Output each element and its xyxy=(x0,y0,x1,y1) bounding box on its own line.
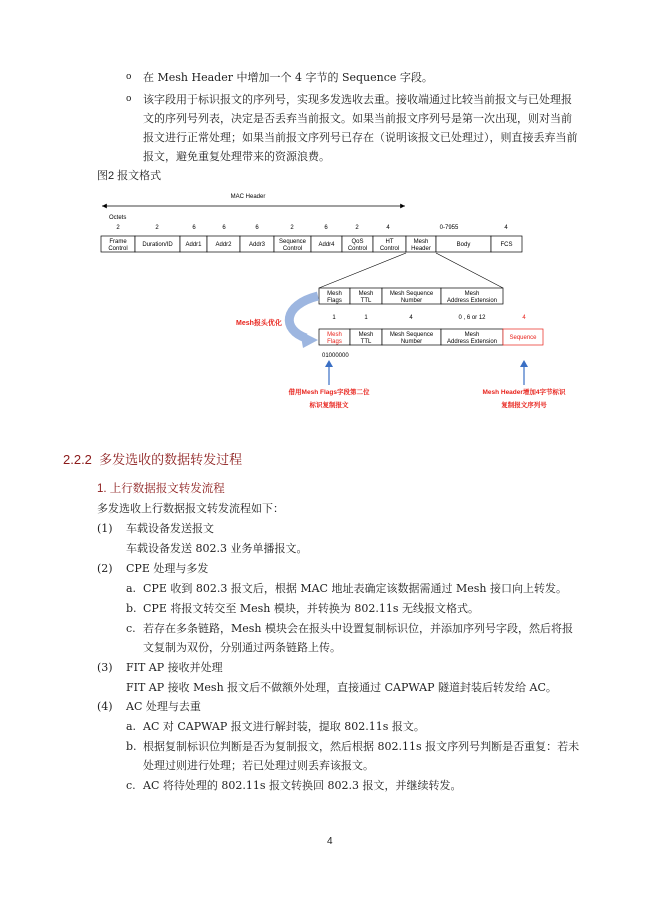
bullet-marker: o xyxy=(126,94,132,104)
new-mesh-field-label: Mesh Sequence xyxy=(389,332,434,338)
octets-label: Octets xyxy=(109,215,127,221)
step-item-text: 文复制为双份，分别通过两条链路上传。 xyxy=(143,641,341,654)
right-note-arrow-head xyxy=(520,360,528,367)
flags-value: 01000000 xyxy=(322,353,349,359)
new-mesh-field-label: Sequence xyxy=(509,335,537,341)
mesh-field-label: Mesh xyxy=(327,291,342,297)
octet-size: 4 xyxy=(386,225,390,231)
left-note-line-1: 借用Mesh Flags字段第二位 xyxy=(288,389,370,396)
step-item-text: AC 将待处理的 802.11s 报文转换回 802.3 报文，并继续转发。 xyxy=(143,779,462,792)
bullet-text-2-line-1: 该字段用于标识报文的序列号，实现多发选收去重。接收端通过比较当前报文与已处理报 xyxy=(143,93,572,106)
mac-field-label: QoS xyxy=(351,239,364,245)
mac-field-label: HT xyxy=(385,239,394,245)
frame-format-diagram xyxy=(0,0,662,420)
expand-line-left xyxy=(319,253,406,288)
mac-field-label: FCS xyxy=(500,242,513,248)
mac-field-label: Addr4 xyxy=(318,242,335,248)
optimize-label: Mesh报头优化 xyxy=(236,320,282,327)
mesh-field-label: Mesh xyxy=(464,291,480,297)
mesh-field-label: Mesh xyxy=(358,291,374,297)
optimize-arrow xyxy=(289,296,318,338)
section-heading xyxy=(63,449,242,468)
mac-field-label: Frame xyxy=(109,239,127,245)
mesh-field-label-line2: Number xyxy=(400,298,423,304)
mac-field-label-line2: Header xyxy=(411,246,431,252)
intro-paragraph: 多发选收上行数据报文转发流程如下： xyxy=(97,502,284,515)
octet-size: 2 xyxy=(290,225,294,231)
mesh-field-label-line2: Address Extension xyxy=(446,298,498,304)
step-item-label: a. xyxy=(126,582,137,595)
octet-size: 0-7955 xyxy=(439,225,459,231)
step-item-label: c. xyxy=(126,622,136,635)
mesh-size: 4 xyxy=(409,315,413,321)
figure-caption: 图2 报文格式 xyxy=(97,170,162,182)
page-number: 4 xyxy=(327,836,333,847)
octet-size: 6 xyxy=(192,225,196,231)
mac-field-label: Addr2 xyxy=(215,242,232,248)
mac-field-label-line2: Control xyxy=(347,246,368,252)
bullet-text-1: 在 Mesh Header 中增加一个 4 字节的 Sequence 字段。 xyxy=(143,71,433,84)
step-item-label: b. xyxy=(126,740,137,753)
new-mesh-field-label-line2: TTL xyxy=(360,339,372,345)
step-body: FIT AP 接收 Mesh 报文后不做额外处理，直接通过 CAPWAP 隧道封装后转发给 AC。 xyxy=(126,681,557,694)
mac-field-label: Mesh xyxy=(413,239,429,245)
octet-size: 6 xyxy=(255,225,259,231)
subsection-heading: 1. 上行数据报文转发流程 xyxy=(97,483,225,495)
step-number: (4) xyxy=(97,700,113,713)
octet-size: 2 xyxy=(355,225,359,231)
mac-field-label-line2: Control xyxy=(379,246,400,252)
left-note-arrow-head xyxy=(325,360,333,367)
step-number: (1) xyxy=(97,522,113,535)
mac-field-label-line2: Control xyxy=(282,246,303,252)
mesh-size: 4 xyxy=(522,315,526,321)
step-item-label: a. xyxy=(126,720,137,733)
expand-line-right xyxy=(436,253,503,288)
right-note-line-1: Mesh Header增加4字节标识 xyxy=(482,389,566,396)
step-title: 车载设备发送报文 xyxy=(126,522,214,535)
new-mesh-field-label-line2: Number xyxy=(400,339,423,345)
step-item-text: CPE 将报文转交至 Mesh 模块，并转换为 802.11s 无线报文格式。 xyxy=(143,602,479,615)
mesh-size: 1 xyxy=(364,315,368,321)
new-mesh-field-label: Mesh xyxy=(358,332,374,338)
mac-field-label: Addr3 xyxy=(248,242,266,248)
mac-header-label: MAC Header xyxy=(230,194,266,200)
mesh-size: 0 , 6 or 12 xyxy=(458,315,486,321)
step-number: (3) xyxy=(97,661,113,674)
octet-size: 4 xyxy=(504,225,508,231)
mac-field-label: Body xyxy=(456,242,471,248)
mesh-field-label: Mesh Sequence xyxy=(389,291,434,297)
step-item-label: b. xyxy=(126,602,137,615)
new-mesh-field-label: Mesh xyxy=(327,332,342,338)
right-note-line-2: 复制报文序列号 xyxy=(501,402,547,409)
bullet-text-2-line-3: 报文进行正常处理；如果当前报文序列号已存在（说明该报文已处理过），则直接丢弃当前 xyxy=(143,131,578,144)
bullet-marker: o xyxy=(126,72,132,82)
step-item-text: 根据复制标识位判断是否为复制报文，然后根据 802.11s 报文序列号判断是否重复：若未 xyxy=(143,740,580,753)
step-item-text: 若存在多条链路，Mesh 模块会在报头中设置复制标识位，并添加序列号字段，然后将报 xyxy=(143,622,573,635)
step-title: FIT AP 接收并处理 xyxy=(126,661,223,674)
section-title: 多发选收的数据转发过程 xyxy=(99,452,243,467)
new-mesh-field-label-line2: Flags xyxy=(327,339,342,345)
mesh-size: 1 xyxy=(332,315,336,321)
mac-field-label: Sequence xyxy=(278,239,307,245)
mesh-field-label-line2: TTL xyxy=(360,298,372,304)
bullet-text-2-line-2: 文的序列号列表，决定是否丢弃当前报文。如果当前报文序列号是第一次出现，则对当前 xyxy=(143,112,572,125)
mesh-field-label-line2: Flags xyxy=(327,298,342,304)
mac-field-label: Addr1 xyxy=(185,242,202,248)
step-body: 车载设备发送 802.3 业务单播报文。 xyxy=(126,542,308,555)
octet-size: 2 xyxy=(155,225,159,231)
octet-size: 2 xyxy=(116,225,120,231)
step-item-label: c. xyxy=(126,779,136,792)
step-title: AC 处理与去重 xyxy=(126,700,201,713)
step-item-text: 处理过则进行处理；若已处理过则丢弃该报文。 xyxy=(143,759,374,772)
left-note-line-2: 标识复制报文 xyxy=(309,402,349,409)
step-title: CPE 处理与多发 xyxy=(126,562,209,575)
octet-size: 6 xyxy=(324,225,328,231)
step-item-text: CPE 收到 802.3 报文后，根据 MAC 地址表确定该数据需通过 Mesh 接口向上转发。 xyxy=(143,582,567,595)
mac-field-label: Duration/ID xyxy=(142,242,173,248)
new-mesh-field-label: Mesh xyxy=(464,332,480,338)
bullet-text-2-line-4: 报文，避免重复处理带来的资源浪费。 xyxy=(143,150,330,163)
section-number: 2.2.2 xyxy=(63,452,92,467)
mac-field-label-line2: Control xyxy=(108,246,128,252)
optimize-arrow-head xyxy=(300,331,318,348)
step-item-text: AC 对 CAPWAP 报文进行解封装，提取 802.11s 报文。 xyxy=(143,720,425,733)
step-number: (2) xyxy=(97,562,113,575)
octet-size: 6 xyxy=(222,225,226,231)
new-mesh-field-label-line2: Address Extension xyxy=(446,339,498,345)
